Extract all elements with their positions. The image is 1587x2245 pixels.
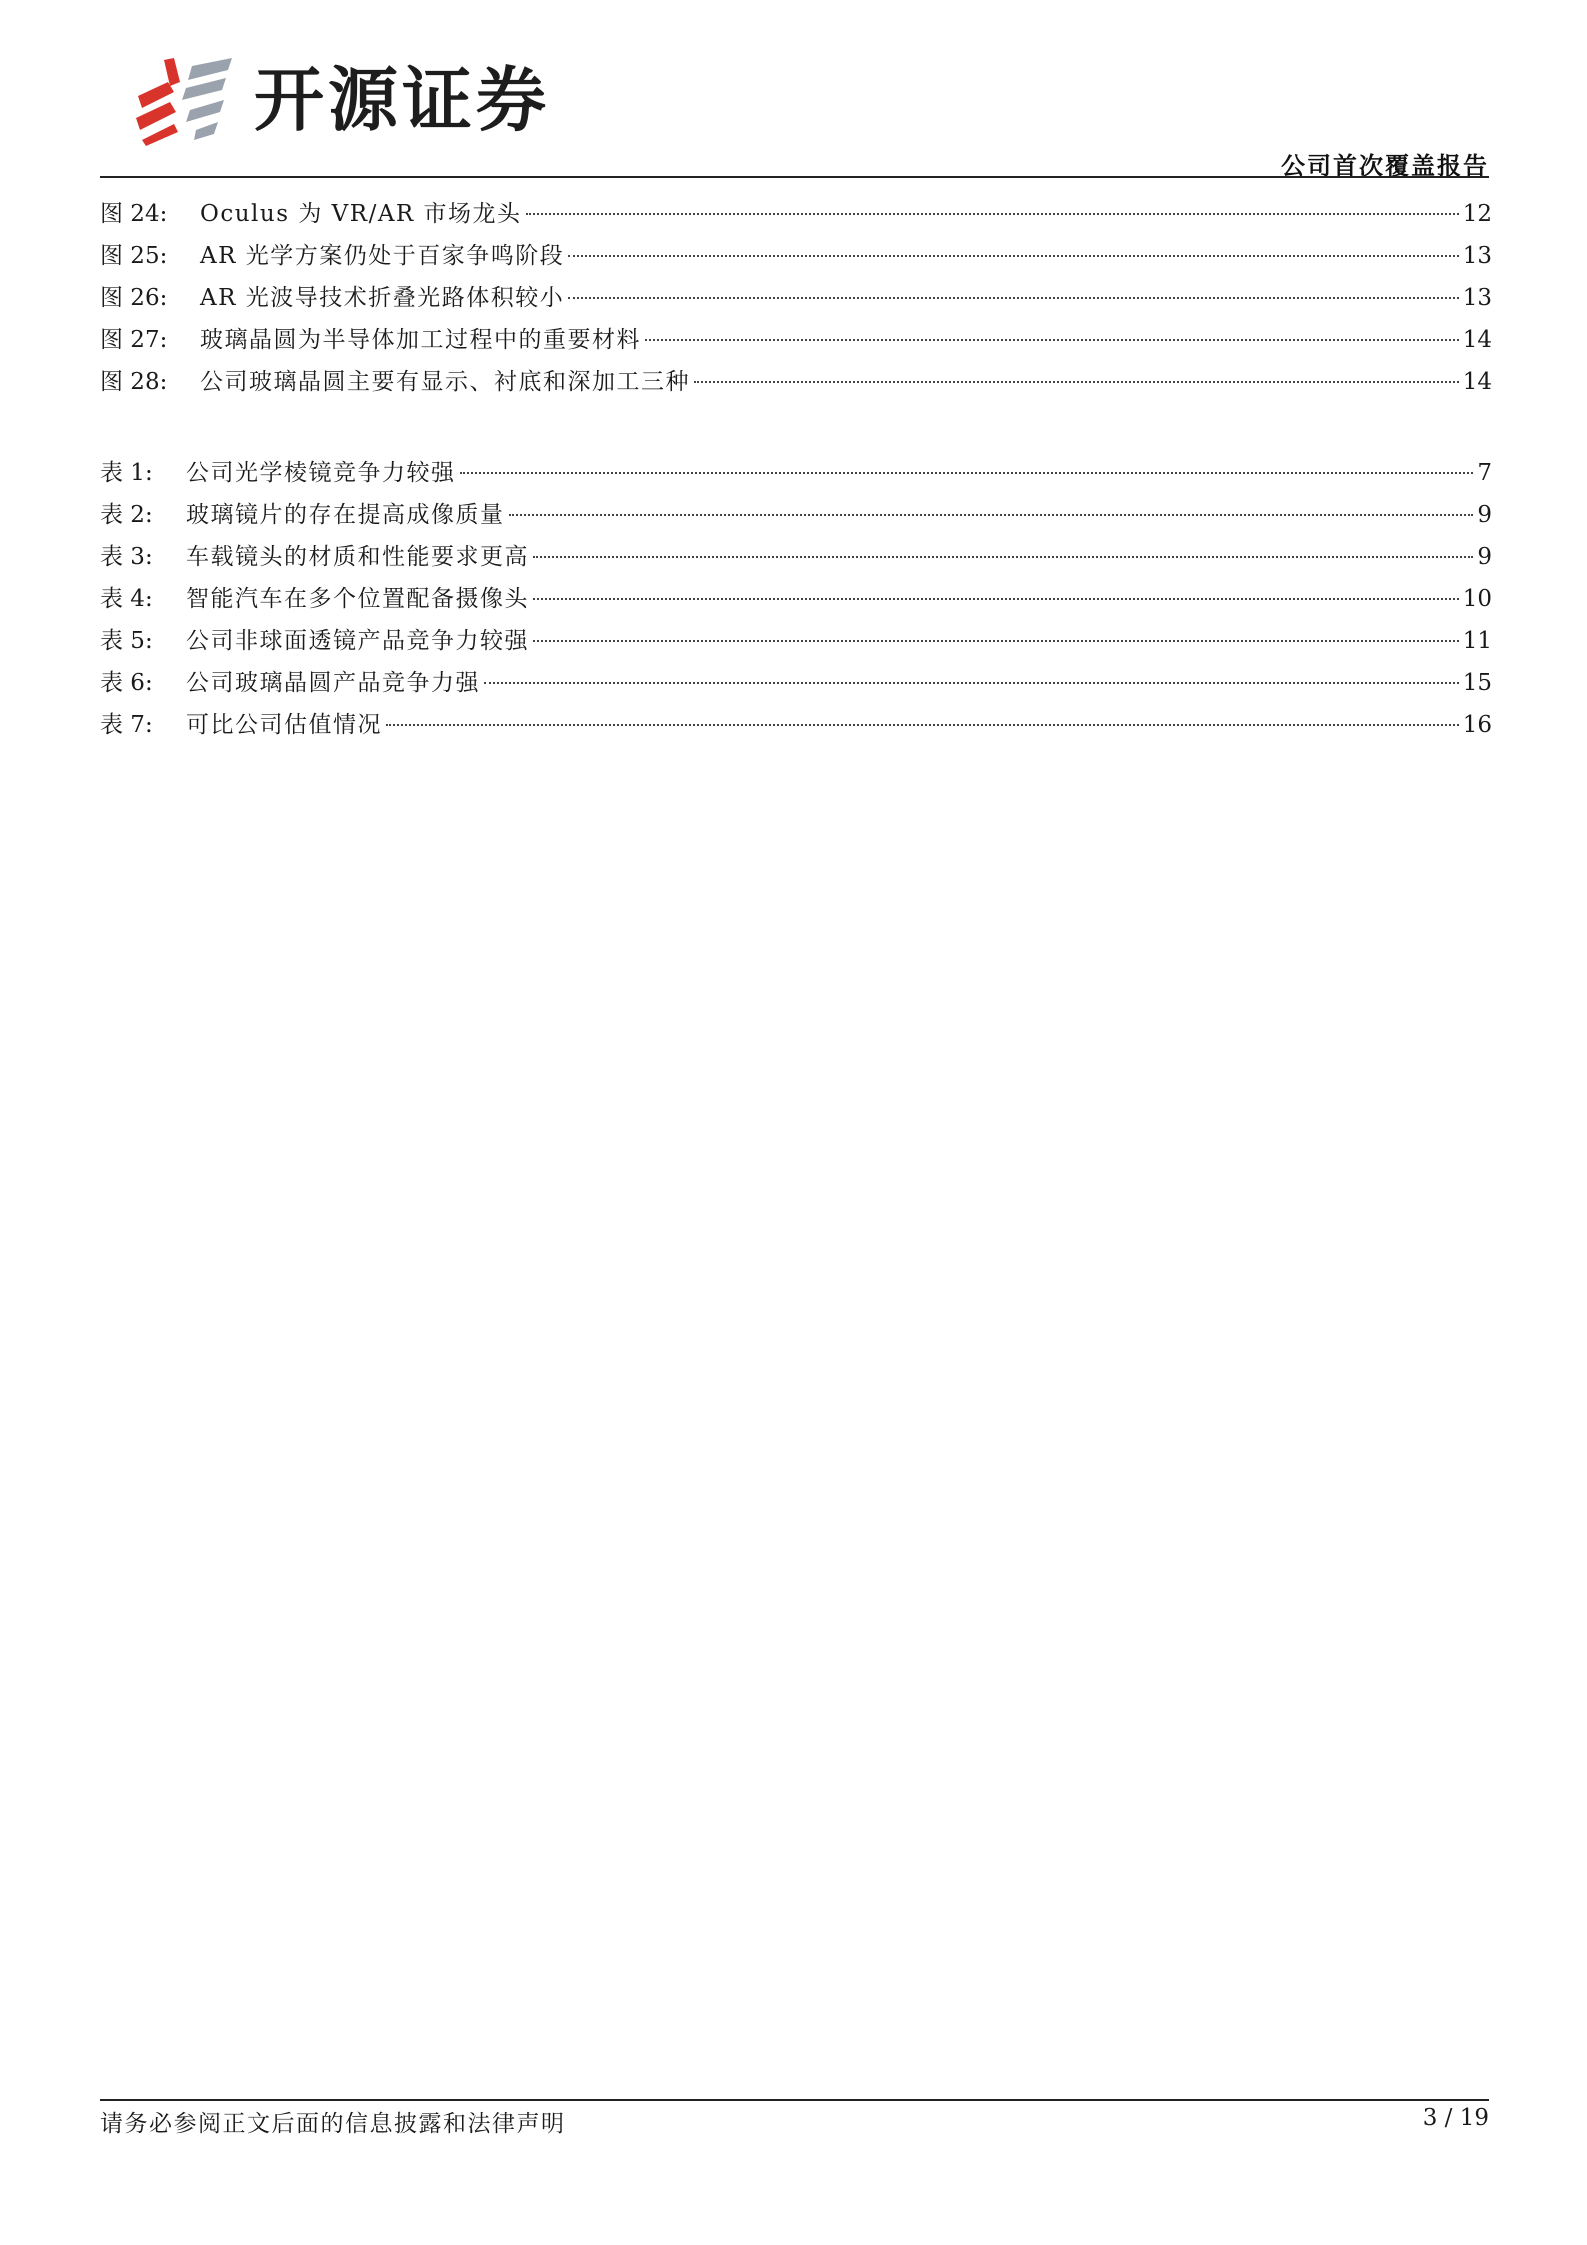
toc-entry-label: 图 28: bbox=[100, 369, 168, 395]
toc-leader-dots bbox=[386, 724, 1459, 726]
toc-leader-dots bbox=[460, 472, 1474, 474]
toc-leader-dots bbox=[533, 598, 1459, 600]
footer-divider bbox=[100, 2099, 1489, 2101]
kaiyuan-logo-icon bbox=[134, 56, 244, 146]
toc-entry-label: 表 6: bbox=[100, 670, 153, 696]
toc-entry-page: 11 bbox=[1462, 628, 1492, 654]
toc-entry-title: 公司非球面透镜产品竞争力较强 bbox=[186, 628, 529, 654]
toc-entry[interactable] bbox=[100, 704, 1492, 746]
toc-entry-title: 公司光学棱镜竞争力较强 bbox=[186, 460, 456, 486]
toc-entry-label: 表 5: bbox=[100, 628, 153, 654]
toc-entry-title: 可比公司估值情况 bbox=[186, 712, 382, 738]
toc-entry[interactable] bbox=[100, 319, 1492, 361]
toc-entry-title: 玻璃镜片的存在提高成像质量 bbox=[186, 502, 505, 528]
toc-leader-dots bbox=[533, 640, 1459, 642]
toc-entry-page: 16 bbox=[1462, 712, 1492, 738]
toc-entry-page: 10 bbox=[1462, 586, 1492, 612]
figure-list bbox=[100, 193, 1492, 403]
toc-entry[interactable] bbox=[100, 494, 1492, 536]
toc-entry-page: 15 bbox=[1462, 670, 1492, 696]
toc-entry-title: Oculus 为 VR/AR 市场龙头 bbox=[200, 201, 522, 227]
toc-leader-dots bbox=[645, 339, 1459, 341]
toc-entry-title: 智能汽车在多个位置配备摄像头 bbox=[186, 586, 529, 612]
toc-entry-title: 车载镜头的材质和性能要求更高 bbox=[186, 544, 529, 570]
page-indicator: 3 / 19 bbox=[1422, 2105, 1489, 2131]
toc-entry[interactable] bbox=[100, 277, 1492, 319]
toc-entry-label: 表 4: bbox=[100, 586, 153, 612]
toc-entry-label: 图 24: bbox=[100, 201, 168, 227]
toc-entry-page: 12 bbox=[1462, 201, 1492, 227]
toc-entry[interactable] bbox=[100, 452, 1492, 494]
toc-entry-page: 9 bbox=[1477, 544, 1492, 570]
toc-entry[interactable] bbox=[100, 536, 1492, 578]
toc-entry-label: 表 7: bbox=[100, 712, 153, 738]
footer-disclaimer: 请务必参阅正文后面的信息披露和法律声明 bbox=[100, 2111, 566, 2137]
toc-entry-page: 14 bbox=[1462, 369, 1492, 395]
toc-entry-title: 公司玻璃晶圆主要有显示、衬底和深加工三种 bbox=[200, 369, 690, 395]
company-logo bbox=[134, 56, 574, 146]
toc-entry-page: 14 bbox=[1462, 327, 1492, 353]
toc-entry-label: 图 26: bbox=[100, 285, 168, 311]
toc-entry[interactable] bbox=[100, 620, 1492, 662]
toc-entry-label: 图 25: bbox=[100, 243, 168, 269]
toc-entry-title: 玻璃晶圆为半导体加工过程中的重要材料 bbox=[200, 327, 641, 353]
table-list bbox=[100, 452, 1492, 746]
toc-entry-label: 表 2: bbox=[100, 502, 153, 528]
toc-entry-page: 7 bbox=[1477, 460, 1492, 486]
toc-leader-dots bbox=[533, 556, 1473, 558]
toc-leader-dots bbox=[509, 514, 1474, 516]
toc-leader-dots bbox=[526, 213, 1459, 215]
toc-entry-page: 13 bbox=[1462, 243, 1492, 269]
toc-entry-page: 13 bbox=[1462, 285, 1492, 311]
toc-leader-dots bbox=[694, 381, 1459, 383]
toc-entry-label: 表 1: bbox=[100, 460, 153, 486]
toc-entry-page: 9 bbox=[1477, 502, 1492, 528]
toc-leader-dots bbox=[568, 297, 1458, 299]
report-type-label: 公司首次覆盖报告 bbox=[1281, 151, 1489, 180]
toc-entry[interactable] bbox=[100, 578, 1492, 620]
header-divider bbox=[100, 176, 1489, 178]
toc-entry[interactable] bbox=[100, 193, 1492, 235]
toc-leader-dots bbox=[568, 255, 1458, 257]
toc-entry[interactable] bbox=[100, 235, 1492, 277]
toc-entry-label: 表 3: bbox=[100, 544, 153, 570]
toc-entry[interactable] bbox=[100, 662, 1492, 704]
toc-entry-title: AR 光学方案仍处于百家争鸣阶段 bbox=[200, 243, 565, 269]
toc-entry-title: AR 光波导技术折叠光路体积较小 bbox=[200, 285, 565, 311]
toc-entry-label: 图 27: bbox=[100, 327, 168, 353]
toc-leader-dots bbox=[484, 682, 1459, 684]
toc-entry[interactable] bbox=[100, 361, 1492, 403]
toc-entry-title: 公司玻璃晶圆产品竞争力强 bbox=[186, 670, 480, 696]
logo-text: 开源证券 bbox=[254, 59, 550, 141]
